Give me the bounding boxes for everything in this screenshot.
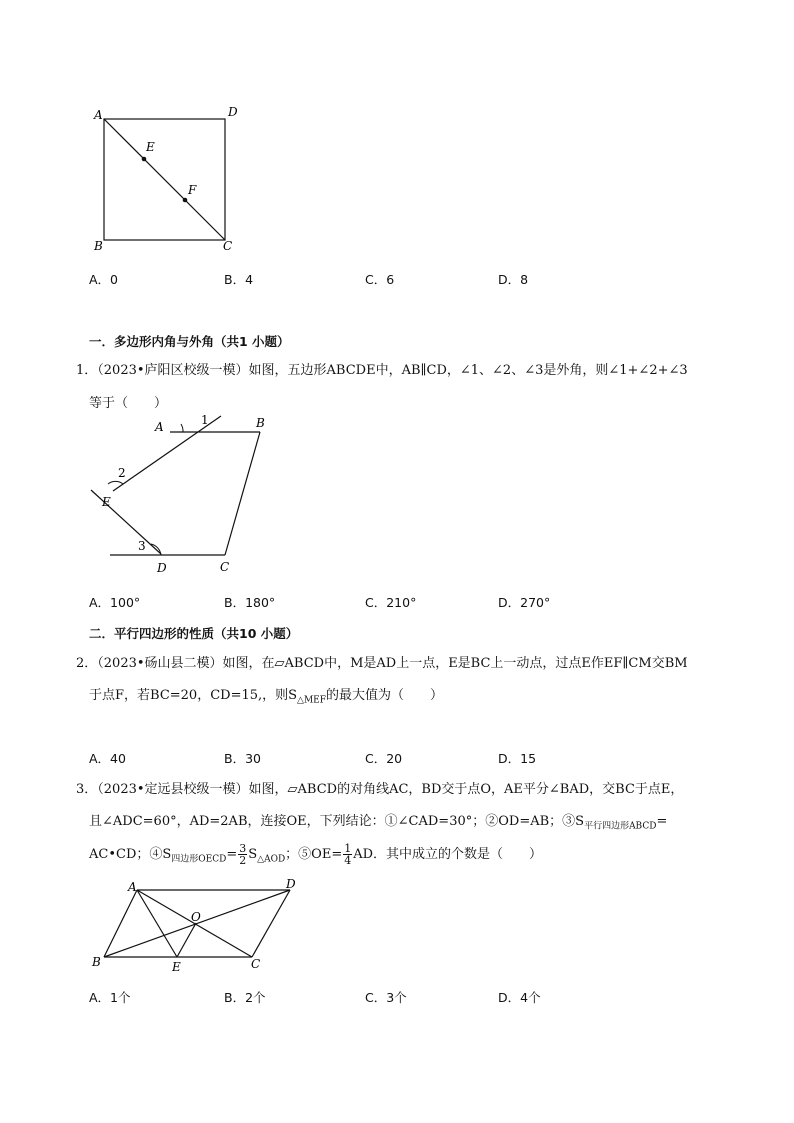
segment-oe <box>177 923 196 957</box>
q0-option-a[interactable]: A．0 <box>89 272 119 287</box>
label-f: F <box>188 183 197 197</box>
label-d: D <box>286 877 296 891</box>
label-e: E <box>146 140 155 154</box>
frac1-denominator: 2 <box>239 854 247 867</box>
frac2-denominator: 4 <box>344 854 352 867</box>
q3-line3-part-c: S <box>248 847 258 862</box>
q1-option-a[interactable]: A．100° <box>89 595 141 610</box>
q3-option-a[interactable]: A．1个 <box>89 990 131 1005</box>
label-b: B <box>94 239 103 253</box>
q3-line2-sub: 平行四边形ABCD <box>584 821 657 832</box>
frac2-numerator: 1 <box>344 842 352 855</box>
label-e: E <box>172 960 181 974</box>
section1-title: 一．多边形内角与外角（共1 小题） <box>89 334 290 349</box>
label-b: B <box>92 955 101 969</box>
q1-stem-line1: 1．（2023•庐阳区校级一模）如图，五边形ABCDE中，AB∥CD，∠1、∠2、∠3是外角，则∠1+∠2+∠3 <box>76 363 688 378</box>
point-e <box>142 157 147 162</box>
q0-option-d[interactable]: D．8 <box>498 272 529 287</box>
q2-option-a[interactable]: A．40 <box>89 751 126 766</box>
q3-line3-part-a: AC•CD；④S <box>89 847 172 862</box>
q1-stem-line2: 等于（ ） <box>89 396 168 411</box>
q2-option-b[interactable]: B．30 <box>224 751 261 766</box>
label-a: A <box>155 420 164 434</box>
label-a: A <box>94 108 103 122</box>
q3-line3-sub2: △AOD <box>257 854 286 865</box>
q1-option-b[interactable]: B．180° <box>224 595 276 610</box>
angle-2-arc <box>108 481 123 484</box>
label-d: D <box>157 561 167 575</box>
label-e: E <box>102 495 111 509</box>
label-b: B <box>256 416 265 430</box>
q0-option-b[interactable]: B．4 <box>224 272 254 287</box>
side-cd <box>252 890 290 957</box>
q3-stem-line2 <box>89 812 667 837</box>
q2-line2-part-b: 的最大值为（ ） <box>326 688 444 703</box>
q2-line2-part-a: 于点F，若BC=20，CD=15,，则S <box>89 688 298 703</box>
q2-option-d[interactable]: D．15 <box>498 751 537 766</box>
q3-option-c[interactable]: C．3个 <box>365 990 407 1005</box>
line-ext-ae <box>113 416 221 491</box>
point-f <box>183 198 188 203</box>
section2-title: 二．平行四边形的性质（共10 小题） <box>89 626 299 641</box>
q3-stem-line1: 3．（2023•定远县校级一模）如图，▱ABCD的对角线AC，BD交于点O，AE平分∠BAD，交BC于点E， <box>76 782 684 797</box>
q3-line2-part-a: 且∠ADC=60°，AD=2AB，连接OE，下列结论：①∠CAD=30°；②OD=AB；③S <box>89 814 585 829</box>
segment-ae <box>137 890 177 957</box>
q1-option-d[interactable]: D．270° <box>498 595 551 610</box>
diagonal-ac <box>104 119 225 240</box>
q3-option-b[interactable]: B．2个 <box>224 990 266 1005</box>
q3-option-d[interactable]: D．4个 <box>498 990 541 1005</box>
line-bc <box>225 432 260 555</box>
q2-line2-sub: △MEF <box>297 695 326 706</box>
q0-option-c[interactable]: C．6 <box>365 272 395 287</box>
q3-line3-part-e: AD．其中成立的个数是（ ） <box>353 847 543 862</box>
q1-option-c[interactable]: C．210° <box>365 595 417 610</box>
q2-stem-line1: 2．（2023•砀山县二模）如图，在▱ABCD中，M是AD上一点，E是BC上一动点，过点E作EF∥CM交BM <box>76 656 688 671</box>
q3-line2-part-b: = <box>656 814 668 829</box>
q3-line3-part-b: = <box>226 847 238 862</box>
q2-stem-line2 <box>89 686 443 711</box>
label-angle-2: 2 <box>118 466 126 480</box>
fraction-three-halves <box>238 843 247 866</box>
label-d: D <box>228 105 238 119</box>
label-c: C <box>220 560 230 574</box>
label-a: A <box>128 880 137 894</box>
label-angle-3: 3 <box>138 539 146 553</box>
q3-line3-sub: 四边形OECD <box>171 854 227 865</box>
q2-option-c[interactable]: C．20 <box>365 751 403 766</box>
label-angle-1: 1 <box>201 413 209 427</box>
q3-line3-part-d: ；⑤OE= <box>285 847 343 862</box>
label-o: O <box>191 910 201 924</box>
q3-stem-line3 <box>89 843 542 870</box>
pentagon-figure <box>85 405 285 580</box>
label-c: C <box>251 957 261 971</box>
square-figure <box>85 100 255 260</box>
parallelogram-figure <box>85 876 310 976</box>
fraction-one-quarter <box>343 843 352 866</box>
label-c: C <box>223 239 233 253</box>
frac1-numerator: 3 <box>239 842 247 855</box>
angle-1-arc <box>181 424 183 432</box>
